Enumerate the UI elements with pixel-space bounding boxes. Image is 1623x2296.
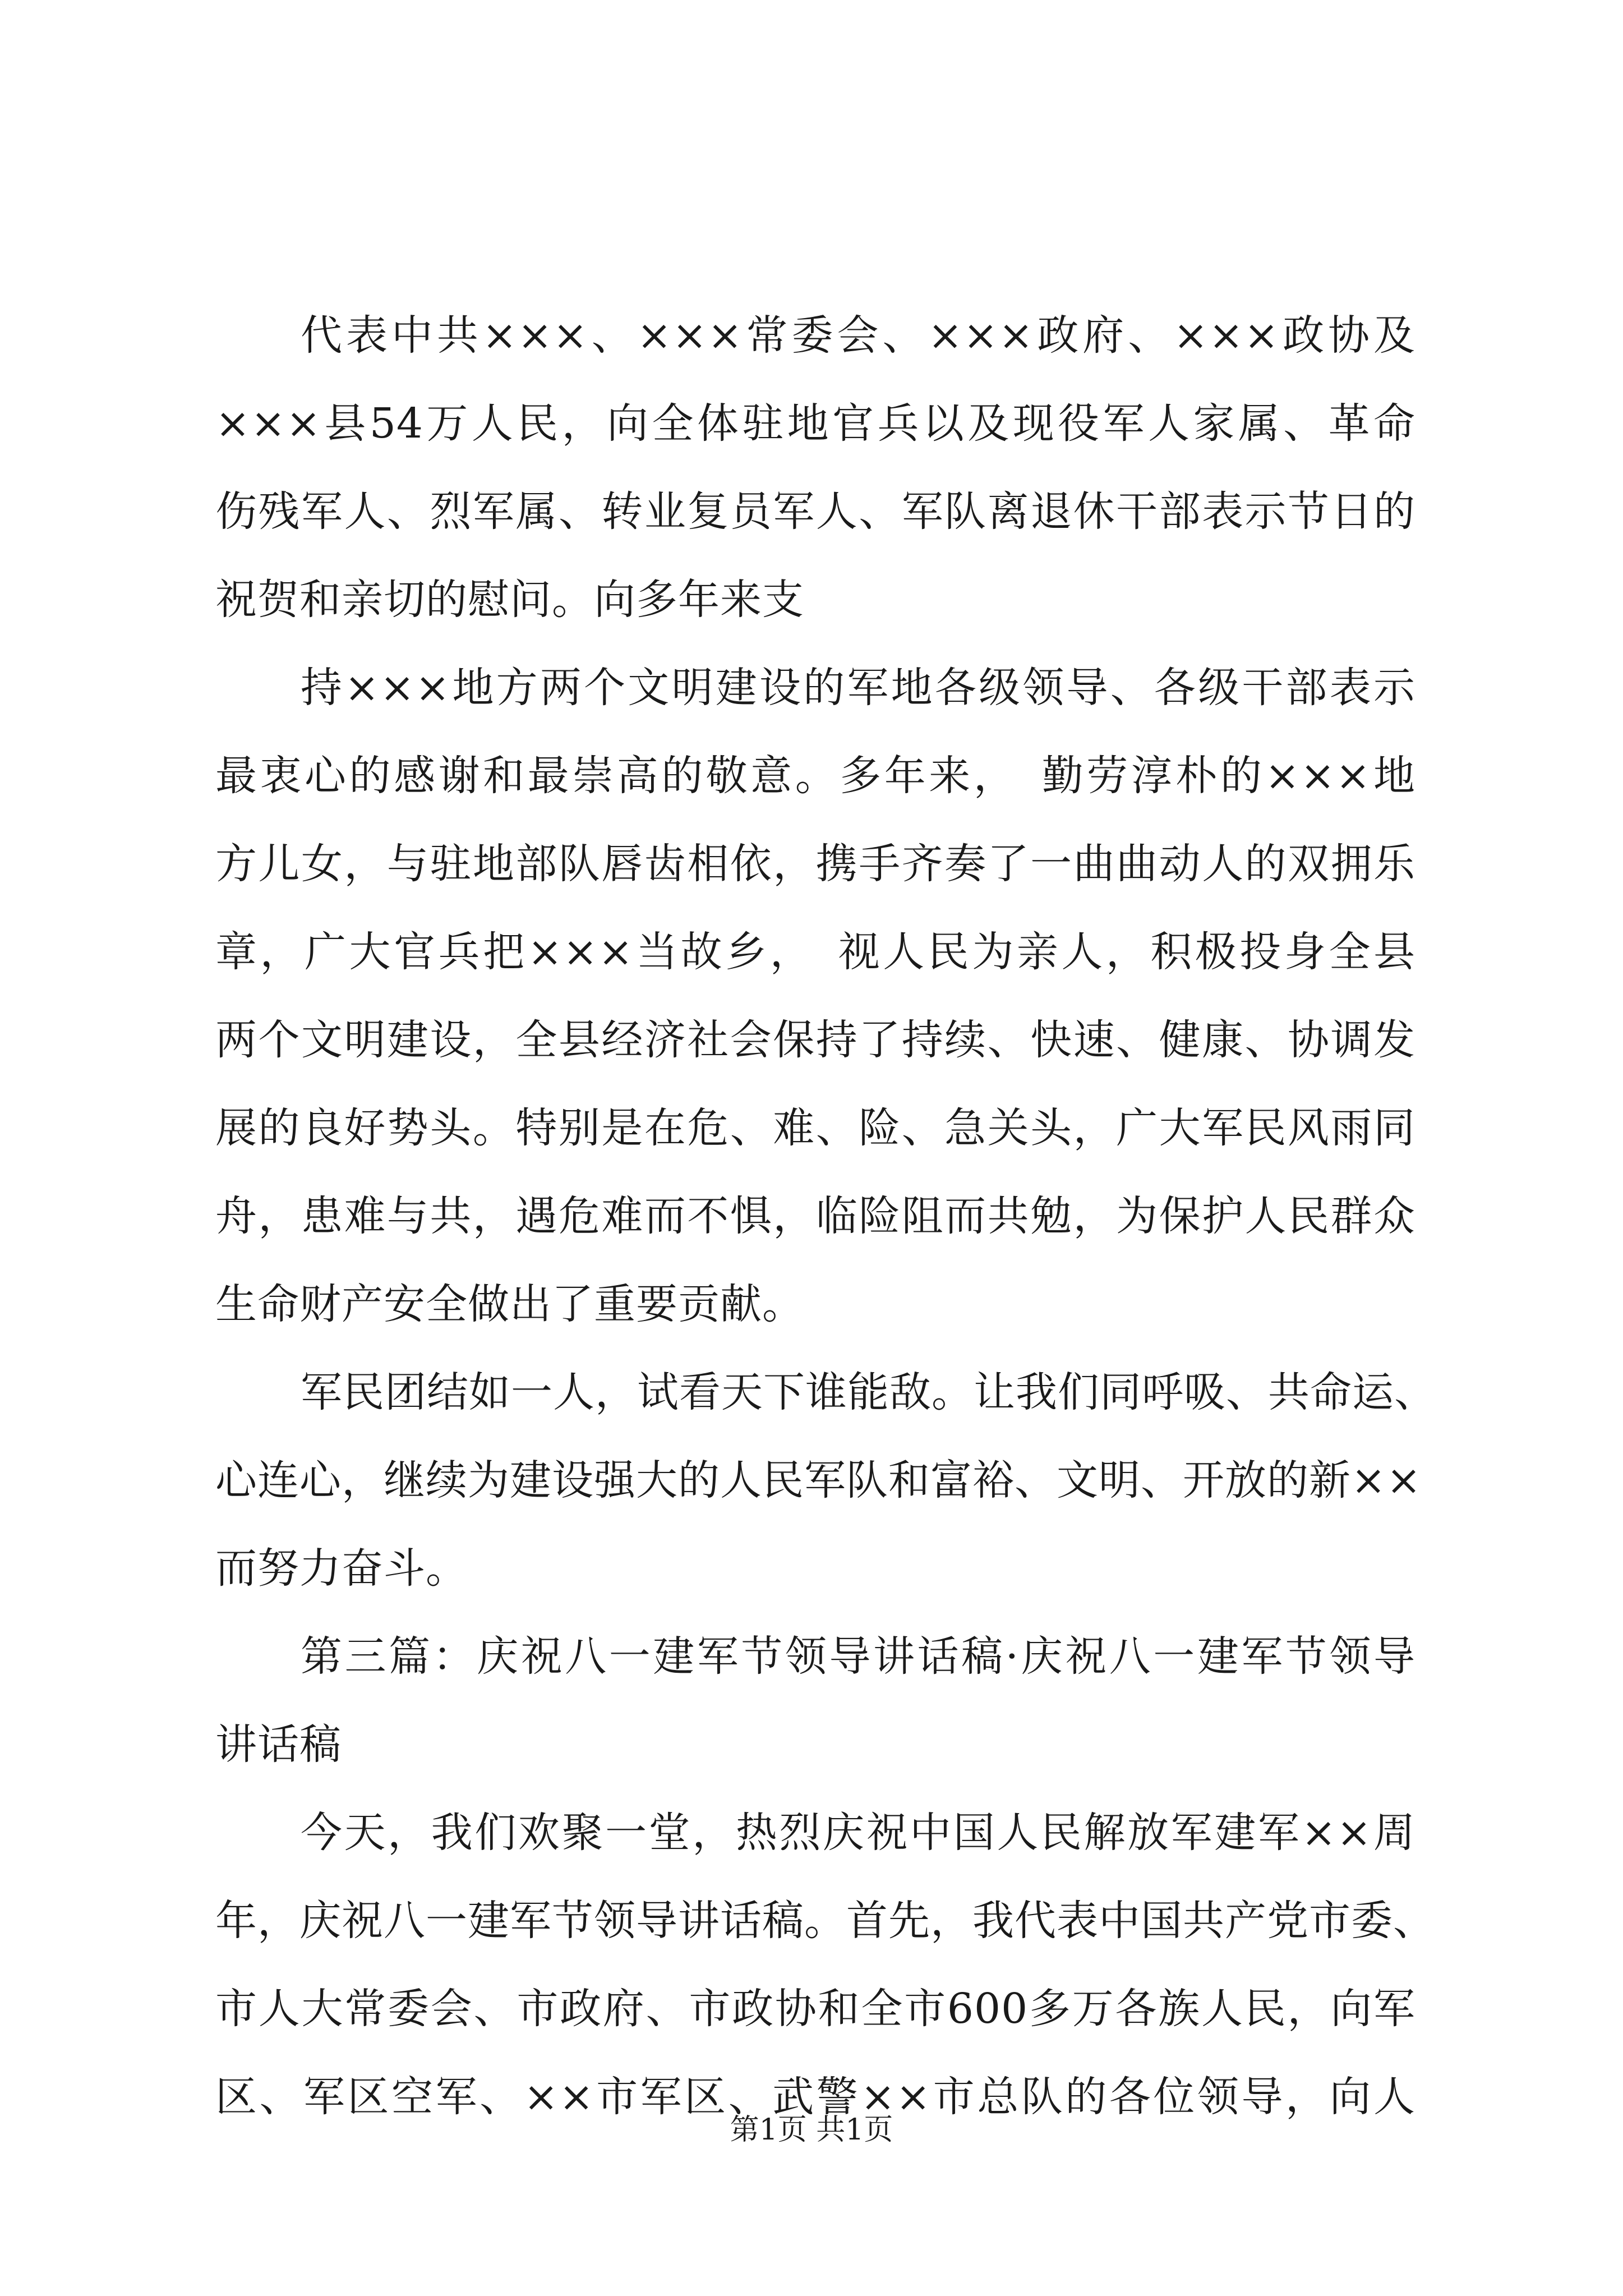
text-line: ×××县54万人民，向全体驻地官兵以及现役军人家属、革命 bbox=[215, 399, 1415, 448]
text-line: 章，广大官兵把×××当故乡， 视人民为亲人，积极投身全县 bbox=[215, 928, 1415, 976]
text-line: 今天，我们欢聚一堂，热烈庆祝中国人民解放军建军××周 bbox=[301, 1809, 1415, 1857]
paragraph bbox=[215, 1789, 1435, 2141]
text-line: 舟，患难与共，遇危难而不惧，临险阻而共勉，为保护人民群众 bbox=[215, 1192, 1415, 1240]
paragraph bbox=[215, 644, 1415, 1349]
text-line: 讲话稿 bbox=[215, 1720, 342, 1769]
text-line: 军民团结如一人，试看天下谁能敌。让我们同呼吸、共命运、 bbox=[301, 1368, 1436, 1416]
section-heading bbox=[215, 1613, 1415, 1789]
text-line: 祝贺和亲切的慰问。向多年来支 bbox=[215, 576, 804, 624]
document-body bbox=[215, 292, 1436, 2141]
paragraph bbox=[215, 1349, 1436, 1613]
text-line: 心连心，继续为建设强大的人民军队和富裕、文明、开放的新×× bbox=[215, 1456, 1422, 1504]
text-line: 展的良好势头。特别是在危、难、险、急关头，广大军民风雨同 bbox=[215, 1104, 1415, 1152]
page-number-footer: 第1页 共1页 bbox=[730, 2113, 893, 2147]
paragraph bbox=[215, 292, 1415, 644]
text-line: 伤残军人、烈军属、转业复员军人、军队离退休干部表示节日的 bbox=[215, 487, 1415, 536]
text-line: 持×××地方两个文明建设的军地各级领导、各级干部表示 bbox=[301, 664, 1415, 712]
text-line: 两个文明建设，全县经济社会保持了持续、快速、健康、协调发 bbox=[215, 1016, 1415, 1064]
text-line: 代表中共×××、×××常委会、×××政府、×××政协及 bbox=[301, 311, 1415, 360]
text-line: 区、军区空军、××市军区、武警××市总队的各位领导，向人 bbox=[215, 2073, 1415, 2121]
text-line: 方儿女，与驻地部队唇齿相依，携手齐奏了一曲曲动人的双拥乐 bbox=[215, 840, 1415, 888]
text-line: 生命财产安全做出了重要贡献。 bbox=[215, 1280, 804, 1328]
text-line: 而努力奋斗。 bbox=[215, 1544, 468, 1593]
text-line: 年，庆祝八一建军节领导讲话稿。首先，我代表中国共产党市委、 bbox=[215, 1897, 1435, 1945]
text-line: 第三篇：庆祝八一建军节领导讲话稿·庆祝八一建军节领导 bbox=[301, 1632, 1415, 1681]
text-line: 最衷心的感谢和最崇高的敬意。多年来， 勤劳淳朴的×××地 bbox=[215, 752, 1415, 800]
text-line: 市人大常委会、市政府、市政协和全市600多万各族人民，向军 bbox=[215, 1985, 1415, 2033]
